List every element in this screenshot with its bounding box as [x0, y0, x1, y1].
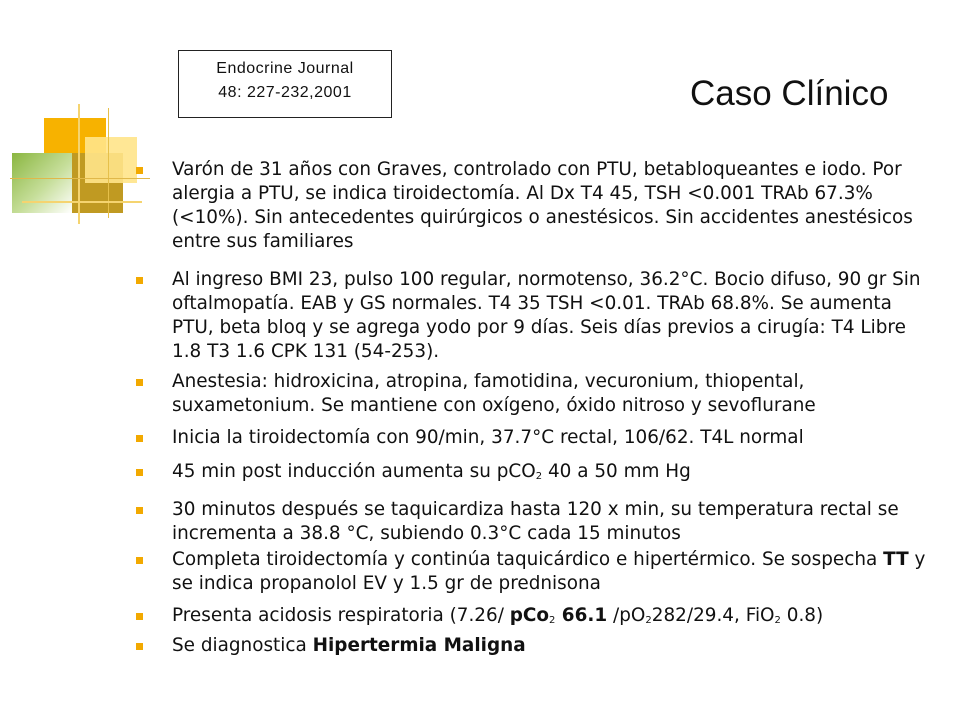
bullet-square-icon — [136, 557, 143, 564]
list-item — [130, 548, 930, 596]
list-item — [130, 268, 930, 364]
decorative-line — [22, 201, 142, 203]
bullet-list — [130, 158, 930, 658]
decorative-line — [78, 104, 80, 224]
bullet-text: Se diagnostica Hipertermia Maligna — [172, 635, 526, 656]
list-item — [130, 370, 930, 418]
list-item — [130, 634, 930, 658]
bullet-square-icon — [136, 643, 143, 650]
decorative-square-green — [12, 153, 72, 213]
bullet-square-icon — [136, 167, 143, 174]
journal-citation: 48: 227-232,2001 — [218, 84, 352, 101]
bullet-square-icon — [136, 613, 143, 620]
bullet-text: Inicia la tiroidectomía con 90/min, 37.7°C rectal, 106/62. T4L normal — [172, 427, 804, 448]
journal-reference-box — [178, 50, 392, 118]
bullet-square-icon — [136, 277, 143, 284]
list-item — [130, 604, 930, 628]
journal-name: Endocrine Journal — [216, 60, 354, 77]
bullet-square-icon — [136, 379, 143, 386]
list-item — [130, 426, 930, 450]
bullet-text: Presenta acidosis respiratoria (7.26/ pCo$_2$ 66.1 $/pO_2282/29.4$, FiO$_2$ 0.8) — [172, 605, 824, 626]
bullet-text: 30 minutos después se taquicardiza hasta 120 x min, su temperatura rectal se incrementa a 38.8 °C, subiendo 0.3°C cada 15 minutos — [172, 499, 899, 544]
bullet-text: Anestesia: hidroxicina, atropina, famotidina, vecuronium, thiopental, suxametonium. Se mantiene con oxígeno, óxido nitroso y sevoflurane — [172, 371, 816, 416]
bullet-text: Al ingreso BMI 23, pulso 100 regular, normotenso, 36.2°C. Bocio difuso, 90 gr Sin oftalmopatía. EAB y GS normales. T4 35 TSH <0.01. TRAb 68.8%. Se aumenta PTU, beta bloq y se agrega yodo por 9 días. Seis días previos a cirugía: T4 Libre 1.8 T3 1.6 CPK 131 (54-253). — [172, 269, 921, 362]
bullet-square-icon — [136, 435, 143, 442]
list-item — [130, 158, 930, 254]
list-item — [130, 460, 930, 484]
bullet-square-icon — [136, 507, 143, 514]
bullet-text: Varón de 31 años con Graves, controlado con PTU, betabloqueantes e iodo. Por alergia a PTU, se indica tiroidectomía. Al Dx T4 45, TSH <0.001 TRAb 67.3% (<10%). Sin antecedentes quirúrgicos o anestésicos. Sin accidentes anestésicos entre sus familiares — [172, 159, 913, 252]
slide-title: Caso Clínico — [690, 74, 889, 113]
bullet-square-icon — [136, 469, 143, 476]
list-item — [130, 498, 930, 546]
bullet-text: Completa tiroidectomía y continúa taquicárdico e hipertérmico. Se sospecha TT y se indica propanolol EV y 1.5 gr de prednisona — [172, 549, 926, 594]
decorative-line — [10, 178, 150, 179]
bullet-text: 45 min post inducción aumenta su pCO$_2$ 40 a 50 mm Hg — [172, 461, 691, 482]
